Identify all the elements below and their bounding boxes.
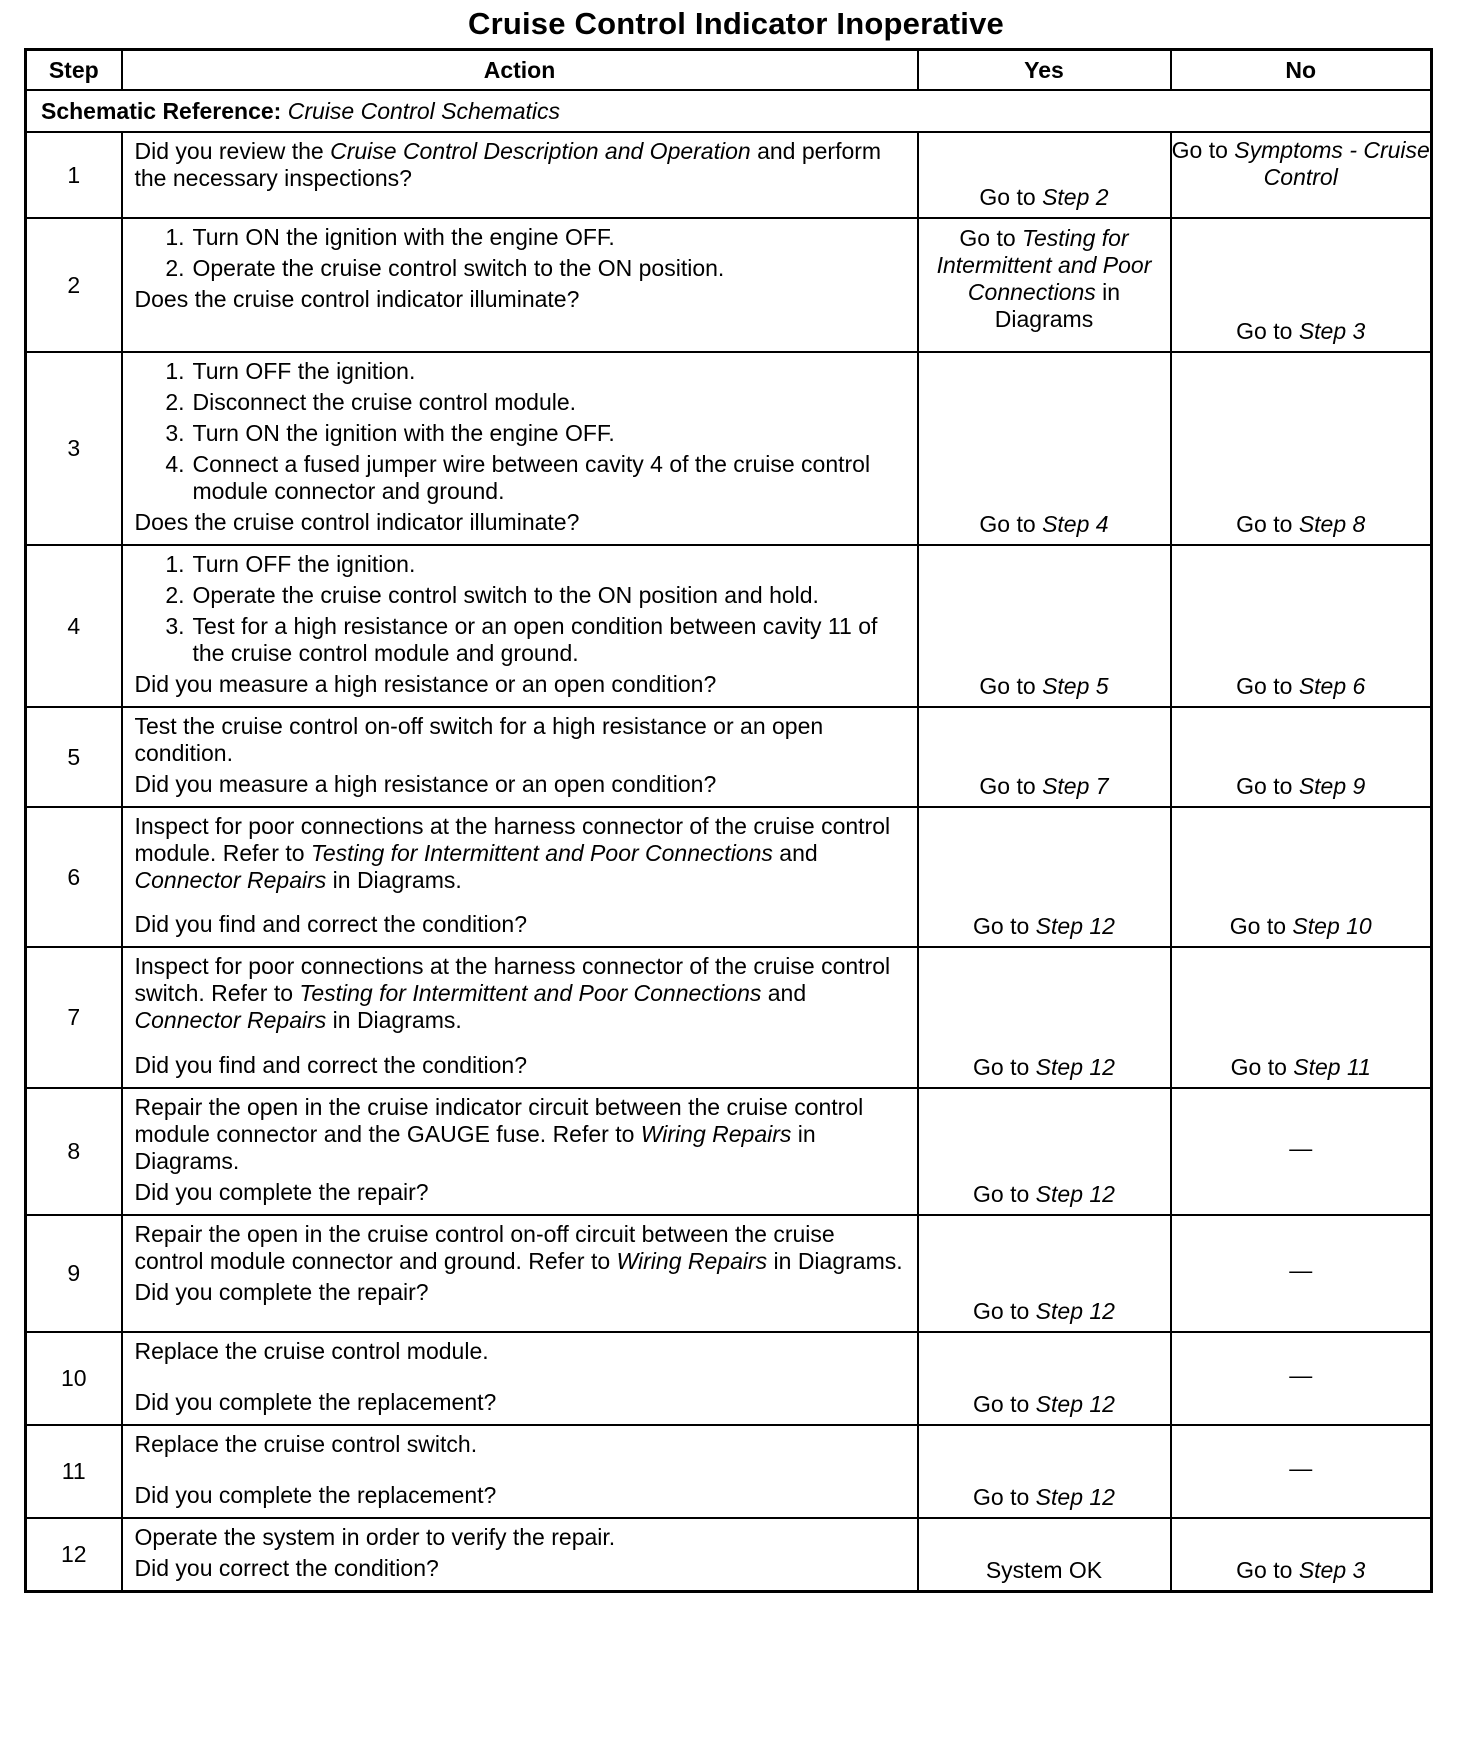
yes-result-text: Go to	[973, 1054, 1036, 1080]
no-result	[1171, 1332, 1432, 1425]
action-cell	[122, 352, 918, 545]
yes-result	[918, 1215, 1171, 1332]
yes-result-ref: Step 5	[1042, 673, 1109, 699]
action-instruction	[135, 953, 907, 1034]
action-step	[135, 224, 907, 251]
yes-result	[918, 1425, 1171, 1518]
yes-result-ref: Step 12	[1035, 913, 1115, 939]
yes-result	[918, 947, 1171, 1088]
step-number: 1	[26, 132, 122, 218]
action-content	[135, 224, 907, 343]
step-number: 8	[26, 1088, 122, 1215]
action-question	[135, 138, 907, 192]
action-content	[135, 813, 907, 938]
action-text: Test the cruise control on-off switch for a high resistance or an open condition.	[134, 713, 824, 766]
action-step-text: Connect a fused jumper wire between cavity 4 of the cruise control module connector and ground.	[192, 451, 871, 504]
action-instruction	[135, 1524, 907, 1551]
step-row	[26, 947, 1432, 1088]
action-instruction	[135, 1221, 907, 1275]
step-number: 3	[26, 352, 122, 545]
no-result	[1171, 1088, 1432, 1215]
action-content	[135, 1431, 907, 1509]
action-ref: Wiring Repairs	[640, 1121, 792, 1147]
action-content	[135, 358, 907, 536]
yes-result-text: Go to	[959, 225, 1023, 251]
action-step-number: 2.	[165, 389, 185, 415]
no-result-ref: Step 8	[1298, 511, 1366, 537]
no-result-text: Go to	[1236, 1557, 1299, 1583]
step-number: 9	[26, 1215, 122, 1332]
yes-result-text: Go to	[979, 184, 1043, 210]
step-number: 2	[26, 218, 122, 352]
yes-result-ref: Step 12	[1035, 1484, 1115, 1510]
step-number: 12	[26, 1518, 122, 1592]
yes-result-text: Go to	[979, 511, 1043, 537]
yes-result	[918, 1088, 1171, 1215]
action-question	[135, 671, 907, 698]
action-cell	[122, 218, 918, 352]
action-cell	[122, 1518, 918, 1592]
action-question	[135, 1052, 907, 1079]
action-step-text: Turn OFF the ignition.	[192, 551, 416, 577]
step-row	[26, 1215, 1432, 1332]
header-action: Action	[122, 50, 918, 91]
action-step-text: Test for a high resistance or an open condition between cavity 11 of the cruise control module and ground.	[192, 613, 878, 666]
yes-result	[918, 707, 1171, 807]
yes-result	[918, 1332, 1171, 1425]
action-text: Did you measure a high resistance or an open condition?	[134, 671, 717, 697]
yes-result-text: Go to	[973, 1298, 1036, 1324]
action-step	[135, 420, 907, 447]
action-step-number: 1.	[165, 224, 185, 250]
yes-result-text: in Diagrams	[994, 279, 1121, 332]
not-applicable-dash: —	[1289, 1257, 1313, 1283]
action-text: Did you complete the repair?	[134, 1279, 429, 1305]
yes-result-ref: Step 4	[1042, 511, 1109, 537]
action-text: in Diagrams.	[767, 1248, 903, 1274]
schematic-reference-value: Cruise Control Schematics	[287, 97, 560, 124]
yes-result-text: Go to	[973, 913, 1036, 939]
yes-result-ref: Step 12	[1035, 1391, 1115, 1417]
action-content	[135, 953, 907, 1079]
action-instruction	[135, 713, 907, 767]
no-result-text: Go to	[1236, 318, 1299, 344]
header-yes: Yes	[918, 50, 1171, 91]
action-step	[135, 551, 907, 578]
action-question	[135, 771, 907, 798]
yes-result	[918, 132, 1171, 218]
action-step-number: 2.	[165, 582, 185, 608]
action-text: Did you complete the repair?	[134, 1179, 429, 1205]
header-row	[26, 50, 1432, 91]
no-result	[1171, 1518, 1432, 1592]
action-text: Did you measure a high resistance or an open condition?	[134, 771, 717, 797]
action-text: Operate the system in order to verify the repair.	[134, 1524, 616, 1550]
action-step	[135, 613, 907, 667]
action-content	[135, 1524, 907, 1582]
action-question	[135, 911, 907, 938]
paragraph-gap	[135, 894, 907, 911]
action-step-text: Turn ON the ignition with the engine OFF.	[192, 420, 615, 446]
no-result	[1171, 218, 1432, 352]
yes-result-text: Go to	[973, 1391, 1036, 1417]
no-result	[1171, 947, 1432, 1088]
action-step	[135, 389, 907, 416]
yes-result-text: System OK	[985, 1557, 1103, 1583]
action-text: and perform the necessary inspections?	[134, 138, 882, 191]
action-content	[135, 1221, 907, 1323]
action-step-number: 1.	[165, 551, 185, 577]
step-row	[26, 1518, 1432, 1592]
no-result	[1171, 1215, 1432, 1332]
no-result-text: Go to	[1171, 137, 1235, 163]
action-instruction	[135, 1338, 907, 1365]
action-text: Did you find and correct the condition?	[134, 911, 528, 937]
step-number: 10	[26, 1332, 122, 1425]
action-text: in Diagrams.	[326, 1007, 462, 1033]
action-text: and	[772, 840, 818, 866]
step-number: 4	[26, 545, 122, 707]
not-applicable-dash: —	[1289, 1135, 1313, 1161]
no-result-text: Go to	[1236, 673, 1299, 699]
action-text: Did you correct the condition?	[134, 1555, 439, 1581]
step-number: 5	[26, 707, 122, 807]
action-content	[135, 551, 907, 698]
action-question	[135, 286, 907, 313]
yes-result-ref: Step 12	[1035, 1181, 1115, 1207]
yes-result-ref: Step 12	[1035, 1298, 1115, 1324]
action-question	[135, 1179, 907, 1206]
action-question	[135, 1555, 907, 1582]
step-number: 6	[26, 807, 122, 947]
action-ref: Connector Repairs	[134, 867, 327, 893]
step-number: 7	[26, 947, 122, 1088]
action-content	[135, 138, 907, 209]
no-result	[1171, 707, 1432, 807]
action-step	[135, 255, 907, 282]
no-result	[1171, 132, 1432, 218]
action-text: Does the cruise control indicator illuminate?	[134, 509, 580, 535]
action-text: Did you complete the replacement?	[134, 1389, 497, 1415]
action-text: Inspect for poor connections at the harness connector of the cruise control switch. Refer to	[134, 953, 891, 1006]
diagnostic-table	[24, 48, 1433, 1593]
action-ref: Cruise Control Description and Operation	[330, 138, 751, 164]
action-text: Inspect for poor connections at the harness connector of the cruise control module. Refer to	[134, 813, 891, 866]
action-steps-list	[135, 224, 907, 286]
no-result-ref: Step 3	[1298, 1557, 1366, 1583]
header-step: Step	[26, 50, 122, 91]
action-step-text: Turn ON the ignition with the engine OFF.	[192, 224, 615, 250]
yes-result	[918, 352, 1171, 545]
yes-result-ref: Step 12	[1035, 1054, 1115, 1080]
action-step-number: 4.	[165, 451, 185, 477]
action-question	[135, 1389, 907, 1416]
action-step-number: 2.	[165, 255, 185, 281]
action-step-number: 3.	[165, 420, 185, 446]
paragraph-gap	[135, 1458, 907, 1482]
no-result-ref: Step 3	[1298, 318, 1366, 344]
yes-result-text: Go to	[979, 773, 1043, 799]
yes-result	[918, 1518, 1171, 1592]
action-step	[135, 582, 907, 609]
no-result	[1171, 1425, 1432, 1518]
action-text: in Diagrams.	[134, 1121, 816, 1174]
action-text: in Diagrams.	[326, 867, 462, 893]
action-step-number: 1.	[165, 358, 185, 384]
schematic-reference-row	[26, 90, 1432, 132]
step-row	[26, 218, 1432, 352]
no-result-text: Go to	[1229, 913, 1293, 939]
action-step-text: Operate the cruise control switch to the ON position and hold.	[192, 582, 819, 608]
yes-result-text: Go to	[979, 673, 1043, 699]
action-text: Did you find and correct the condition?	[134, 1052, 528, 1078]
action-question	[135, 509, 907, 536]
schematic-reference-label: Schematic Reference:	[41, 97, 282, 124]
action-cell	[122, 807, 918, 947]
action-content	[135, 1094, 907, 1206]
action-text: Replace the cruise control switch.	[134, 1431, 478, 1457]
step-row	[26, 1088, 1432, 1215]
action-question	[135, 1482, 907, 1509]
step-row	[26, 1332, 1432, 1425]
action-cell	[122, 947, 918, 1088]
step-row	[26, 807, 1432, 947]
yes-result-ref: Step 7	[1042, 773, 1109, 799]
no-result-ref: Step 9	[1298, 773, 1366, 799]
yes-result	[918, 545, 1171, 707]
yes-result	[918, 218, 1171, 352]
action-question	[135, 1279, 907, 1306]
action-content	[135, 1338, 907, 1416]
step-number: 11	[26, 1425, 122, 1518]
no-result-ref: Step 10	[1292, 913, 1372, 939]
not-applicable-dash: —	[1289, 1455, 1313, 1481]
schematic-reference	[26, 90, 1432, 132]
no-result-ref: Symptoms - Cruise Control	[1234, 137, 1430, 190]
action-ref: Testing for Intermittent and Poor Connections	[310, 840, 773, 866]
step-row	[26, 545, 1432, 707]
action-text: Repair the open in the cruise indicator circuit between the cruise control module connector and the GAUGE fuse. Refer to	[134, 1094, 864, 1147]
no-result-ref: Step 6	[1298, 673, 1366, 699]
action-steps-list	[135, 551, 907, 671]
action-instruction	[135, 1431, 907, 1458]
action-step	[135, 451, 907, 505]
action-step-number: 3.	[165, 613, 185, 639]
action-cell	[122, 1088, 918, 1215]
action-text: Did you review the	[134, 138, 331, 164]
no-result-ref: Step 11	[1293, 1054, 1371, 1080]
no-result	[1171, 807, 1432, 947]
action-text: Did you complete the replacement?	[134, 1482, 497, 1508]
not-applicable-dash: —	[1289, 1362, 1313, 1388]
action-instruction	[135, 813, 907, 894]
page-title: Cruise Control Indicator Inoperative	[467, 6, 1004, 41]
yes-result-ref: Step 2	[1042, 184, 1109, 210]
action-cell	[122, 707, 918, 807]
no-result	[1171, 545, 1432, 707]
no-result-text: Go to	[1230, 1054, 1294, 1080]
step-row	[26, 707, 1432, 807]
action-step-text: Turn OFF the ignition.	[192, 358, 416, 384]
action-step-text: Disconnect the cruise control module.	[192, 389, 577, 415]
yes-result-text: Go to	[973, 1484, 1036, 1510]
action-content	[135, 713, 907, 798]
paragraph-gap	[135, 1034, 907, 1052]
step-row	[26, 352, 1432, 545]
action-step	[135, 358, 907, 385]
step-row	[26, 132, 1432, 218]
action-instruction	[135, 1094, 907, 1175]
action-step-text: Operate the cruise control switch to the ON position.	[192, 255, 725, 281]
action-ref: Testing for Intermittent and Poor Connections	[299, 980, 762, 1006]
yes-result-text: Go to	[973, 1181, 1036, 1207]
action-text: and	[761, 980, 807, 1006]
action-ref: Wiring Repairs	[616, 1248, 768, 1274]
yes-result-ref: Testing for Intermittent and Poor Connections	[936, 225, 1152, 305]
action-cell	[122, 1215, 918, 1332]
action-text: Does the cruise control indicator illuminate?	[134, 286, 580, 312]
action-cell	[122, 132, 918, 218]
no-result	[1171, 352, 1432, 545]
action-steps-list	[135, 358, 907, 509]
action-cell	[122, 545, 918, 707]
action-text: Repair the open in the cruise control on-off circuit between the cruise control module connector and ground. Refer to	[134, 1221, 835, 1274]
action-cell	[122, 1332, 918, 1425]
yes-result	[918, 807, 1171, 947]
action-ref: Connector Repairs	[134, 1007, 327, 1033]
paragraph-gap	[135, 1365, 907, 1389]
step-row	[26, 1425, 1432, 1518]
no-result-text: Go to	[1236, 511, 1299, 537]
action-cell	[122, 1425, 918, 1518]
action-text: Replace the cruise control module.	[134, 1338, 489, 1364]
header-no: No	[1171, 50, 1432, 91]
no-result-text: Go to	[1236, 773, 1299, 799]
